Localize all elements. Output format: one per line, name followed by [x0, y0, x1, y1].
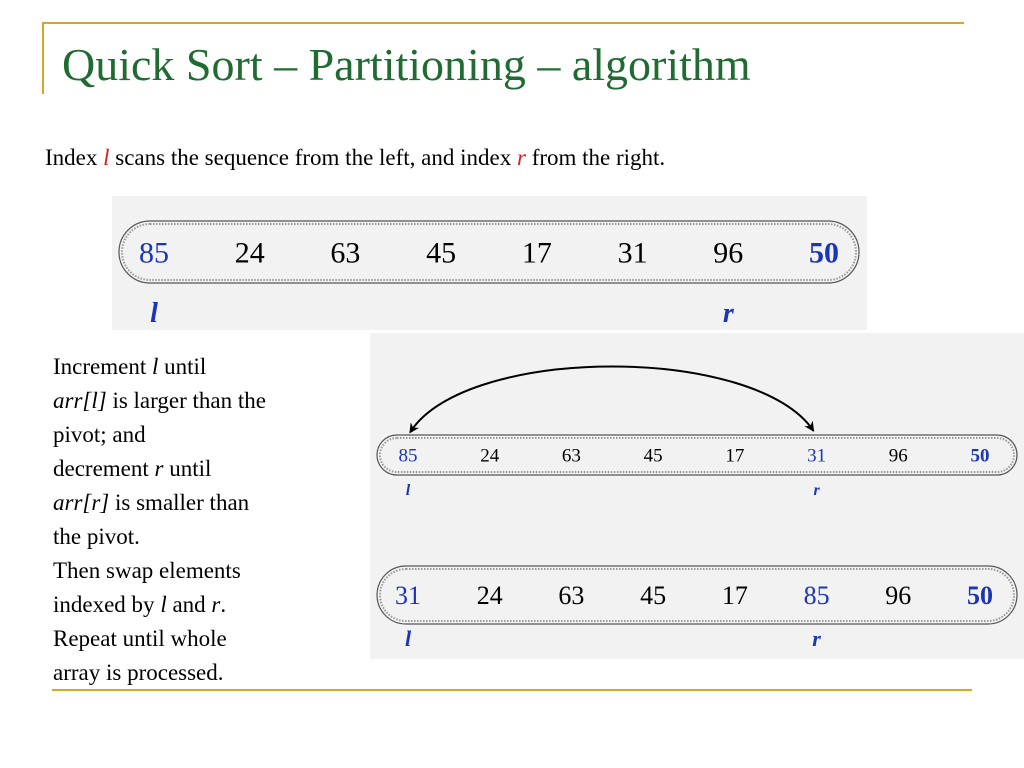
array-cell: 96 [713, 236, 744, 270]
array-cell: 31 [395, 581, 421, 611]
array-cell: 17 [725, 445, 745, 467]
array-diagram-swap [370, 333, 1024, 659]
pointer-l: l [150, 298, 158, 329]
pointer-l: l [405, 482, 411, 499]
description-line: array is processed. [53, 660, 224, 685]
description-line: pivot; and [53, 422, 146, 447]
intro-part-2: scans the sequence from the left, and index [109, 145, 517, 170]
pointer-l: l [404, 626, 412, 651]
swap-arrow [411, 367, 814, 432]
pointer-r: r [722, 298, 734, 329]
array-cell: 17 [521, 236, 552, 270]
algorithm-description [53, 350, 343, 690]
description-line: indexed by l and r. [53, 592, 227, 617]
description-line: Increment l until [53, 354, 207, 379]
array-frame-outer [377, 435, 1017, 475]
intro-part-1: Index [45, 145, 104, 170]
array-cell: 50 [970, 445, 990, 467]
accent-rule-top [42, 22, 964, 24]
array-cell: 24 [234, 236, 265, 270]
pointer-r: r [813, 482, 820, 499]
array-cell: 24 [476, 581, 503, 611]
description-line: Repeat until whole [53, 626, 227, 651]
intro-var-r: r [516, 145, 526, 170]
array-cell: 50 [967, 581, 993, 611]
description-line: arr[r] is smaller than [53, 490, 250, 515]
array-frame-inner [380, 569, 1014, 621]
description-line: Then swap elements [53, 558, 241, 583]
intro-part-3: from the right. [525, 145, 666, 170]
array-cell: 96 [888, 445, 908, 467]
array-cell: 45 [640, 581, 667, 611]
array-diagram-initial [112, 196, 867, 330]
description-line: arr[l] is larger than the [53, 388, 266, 413]
array-frame-outer [119, 221, 859, 283]
array-cell: 96 [885, 581, 912, 611]
accent-rule-left [42, 22, 44, 94]
accent-rule-bottom [52, 689, 972, 691]
array-cell: 85 [139, 236, 169, 270]
array-cell: 24 [480, 445, 500, 467]
array-cell: 85 [803, 581, 830, 611]
array-figure-swap [370, 333, 1024, 659]
intro-sentence [45, 145, 665, 171]
array-frame-inner [380, 438, 1014, 472]
array-cell: 63 [330, 236, 361, 270]
array-frame-outer [377, 566, 1017, 624]
array-cell: 31 [807, 445, 827, 467]
intro-var-l: l [103, 145, 110, 170]
array-cell: 63 [558, 581, 585, 611]
pointer-r: r [812, 626, 821, 651]
description-line: the pivot. [53, 524, 140, 549]
slide-title: Quick Sort – Partitioning – algorithm [62, 39, 751, 90]
array-cell: 31 [617, 236, 648, 270]
array-cell: 45 [643, 445, 663, 467]
array-cell: 63 [561, 445, 581, 467]
description-line: decrement r until [53, 456, 212, 481]
array-cell: 45 [426, 236, 457, 270]
array-frame-inner [122, 224, 856, 280]
array-cell: 50 [809, 236, 839, 270]
array-figure-initial [112, 196, 867, 330]
array-cell: 17 [721, 581, 748, 611]
array-cell: 85 [398, 445, 418, 467]
